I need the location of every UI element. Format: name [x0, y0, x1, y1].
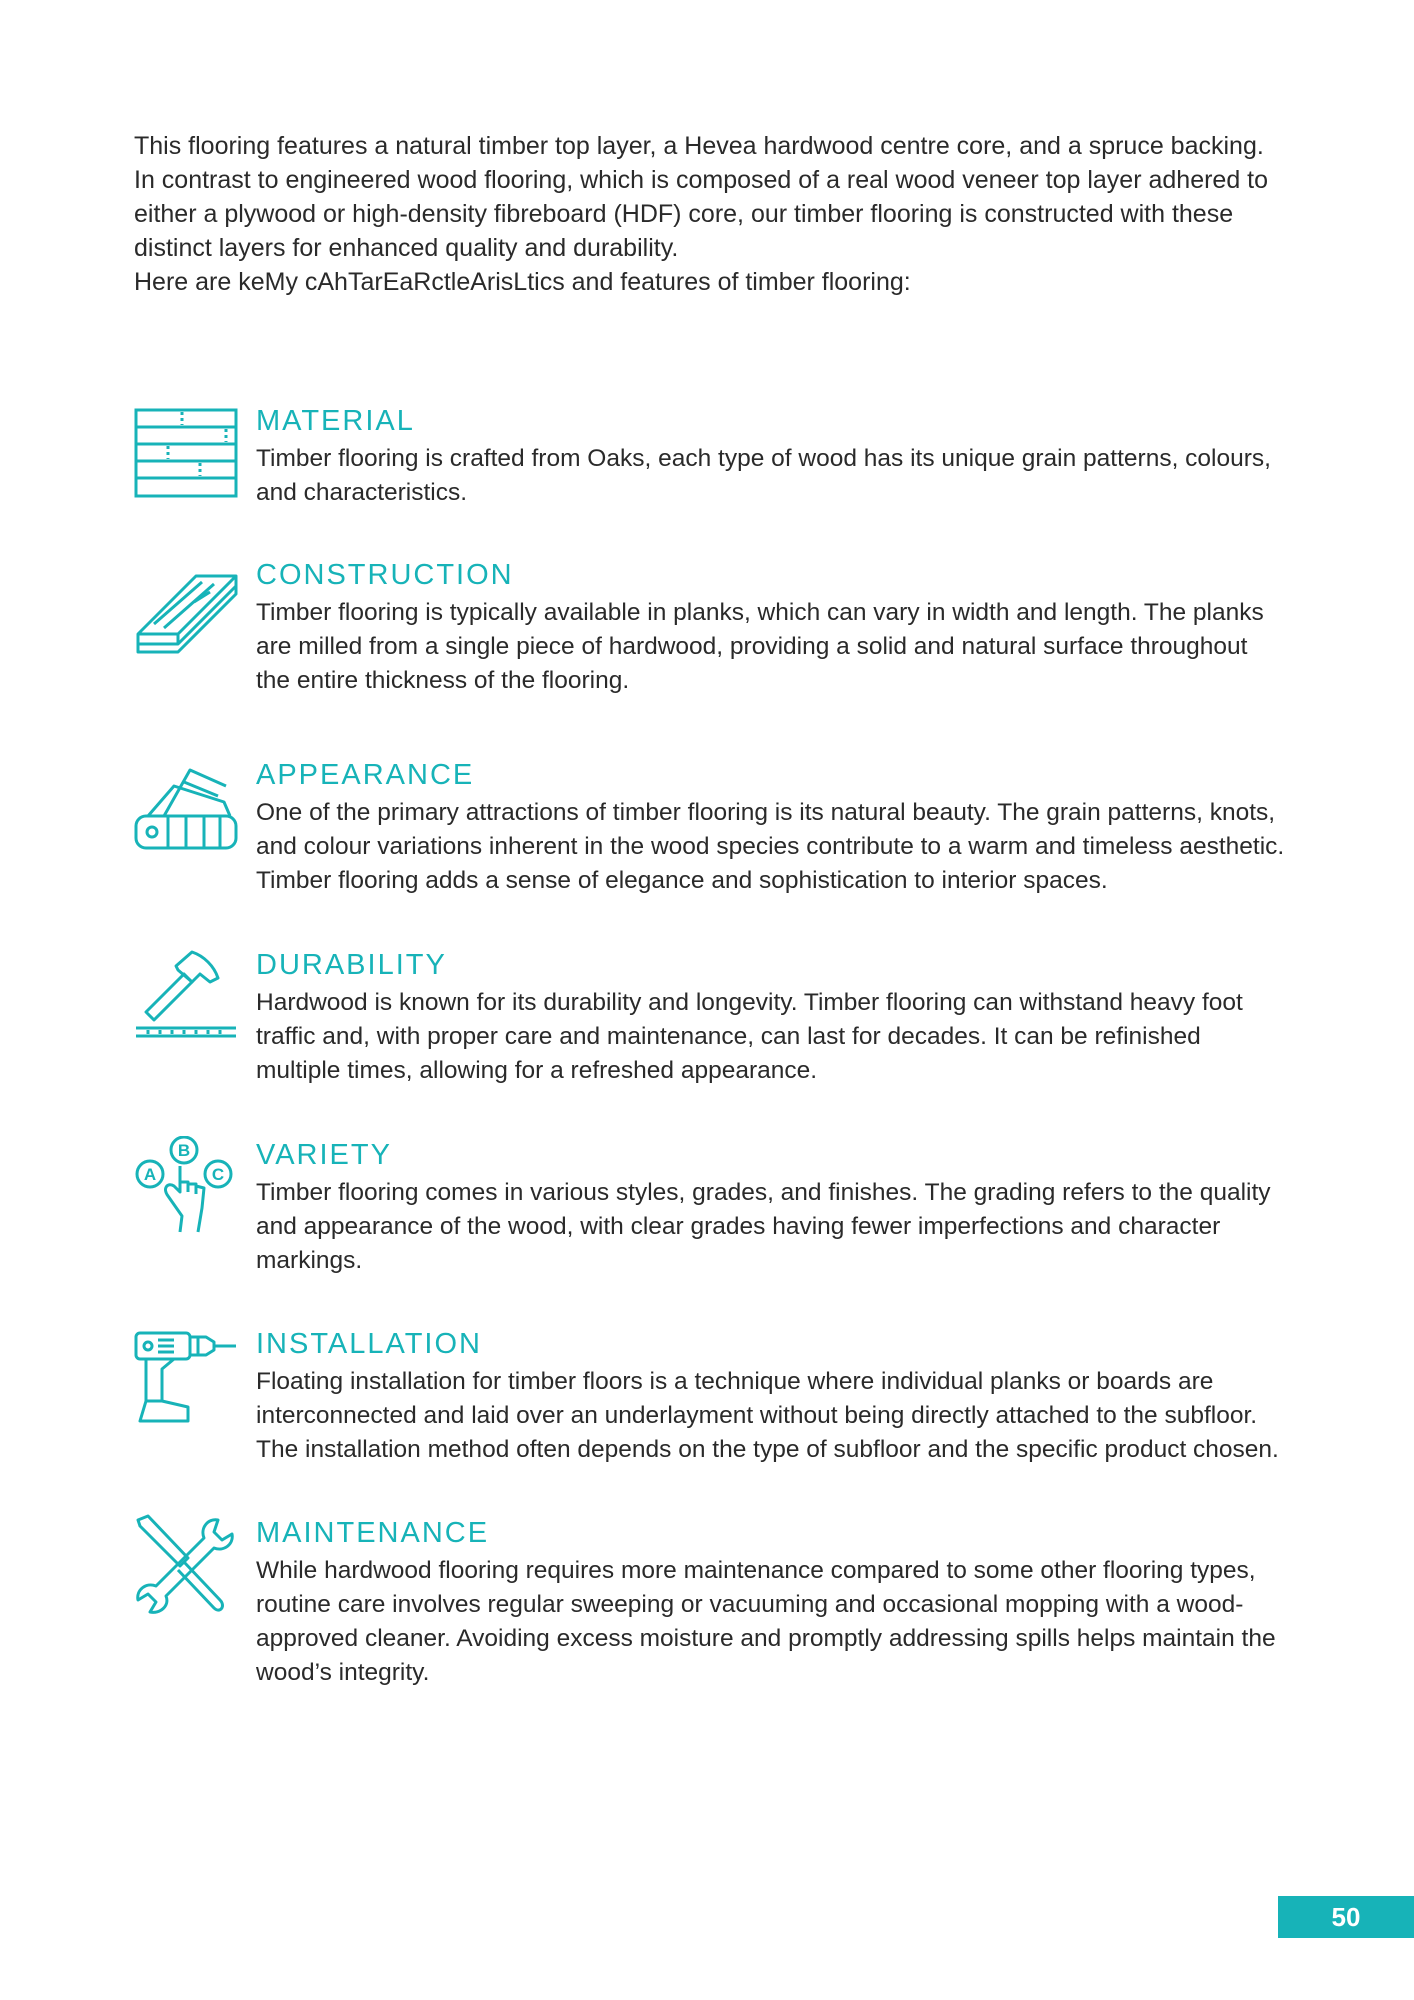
- feature-body: While hardwood flooring requires more maintenance compared to some other flooring types, routine care involves regular sweeping or vacuuming and occasional mopping with a wood-approved cleaner. Avoiding excess moisture and promptly addressing spills helps maintain the wood’s integrity.: [256, 1557, 1276, 1686]
- feature-title: DURABILITY: [256, 949, 447, 981]
- feature-body: Hardwood is known for its durability and longevity. Timber flooring can withstand heavy foot traffic and, with proper care and maintenance, can last for decades. It can be refinished multiple times, allowing for a refreshed appearance.: [256, 989, 1243, 1084]
- hammer-icon: [134, 946, 238, 1050]
- feature-title: CONSTRUCTION: [256, 559, 514, 591]
- feature-title: MAINTENANCE: [256, 1517, 490, 1549]
- stacked-boards-icon: [134, 556, 238, 660]
- abc-choice-icon: [134, 1136, 238, 1240]
- svg-text:A: A: [143, 1165, 157, 1184]
- feature-body: Floating installation for timber floors is a technique where individual planks or boards are interconnected and laid over an underlayment without being directly attached to the subfloor. The installation method often depends on the type of subfloor and the specific product chosen.: [256, 1368, 1279, 1463]
- feature-body: Timber flooring comes in various styles, grades, and finishes. The grading refers to the quality and appearance of the wood, with clear grades having fewer imperfections and character markings.: [256, 1179, 1271, 1274]
- svg-text:C: C: [211, 1165, 225, 1184]
- drill-icon: [134, 1325, 238, 1429]
- intro-paragraph-2: In contrast to engineered wood flooring, which is composed of a real wood veneer top layer adhered to either a plywood or high-density fibreboard (HDF) core, our timber flooring is constructed with these distinct layers for enhanced quality and durability.: [134, 166, 1269, 262]
- svg-text:B: B: [177, 1141, 191, 1160]
- feature-title: VARIETY: [256, 1139, 392, 1171]
- page-number: 50: [1278, 1896, 1414, 1938]
- feature-title: MATERIAL: [256, 405, 415, 437]
- feature-body: Timber flooring is typically available in planks, which can vary in width and length. The planks are milled from a single piece of hardwood, providing a solid and natural surface throughout the entire thickness of the flooring.: [256, 599, 1264, 694]
- intro-text: [134, 129, 1284, 299]
- feature-body: Timber flooring is crafted from Oaks, each type of wood has its unique grain patterns, colours, and characteristics.: [256, 445, 1271, 506]
- planks-icon: [134, 402, 238, 506]
- intro-paragraph-1: This flooring features a natural timber top layer, a Hevea hardwood centre core, and a spruce backing.: [134, 132, 1264, 160]
- wrench-screwdriver-icon: [134, 1514, 238, 1618]
- color-swatch-icon: [134, 756, 238, 860]
- feature-body: One of the primary attractions of timber flooring is its natural beauty. The grain patterns, knots, and colour variations inherent in the wood species contribute to a warm and timeless aesthetic. Timber flooring adds a sense of elegance and sophistication to interior spaces.: [256, 799, 1285, 894]
- intro-paragraph-3: Here are keMy cAhTarEaRctleArisLtics and features of timber flooring:: [134, 268, 911, 296]
- feature-title: INSTALLATION: [256, 1328, 482, 1360]
- feature-title: APPEARANCE: [256, 759, 475, 791]
